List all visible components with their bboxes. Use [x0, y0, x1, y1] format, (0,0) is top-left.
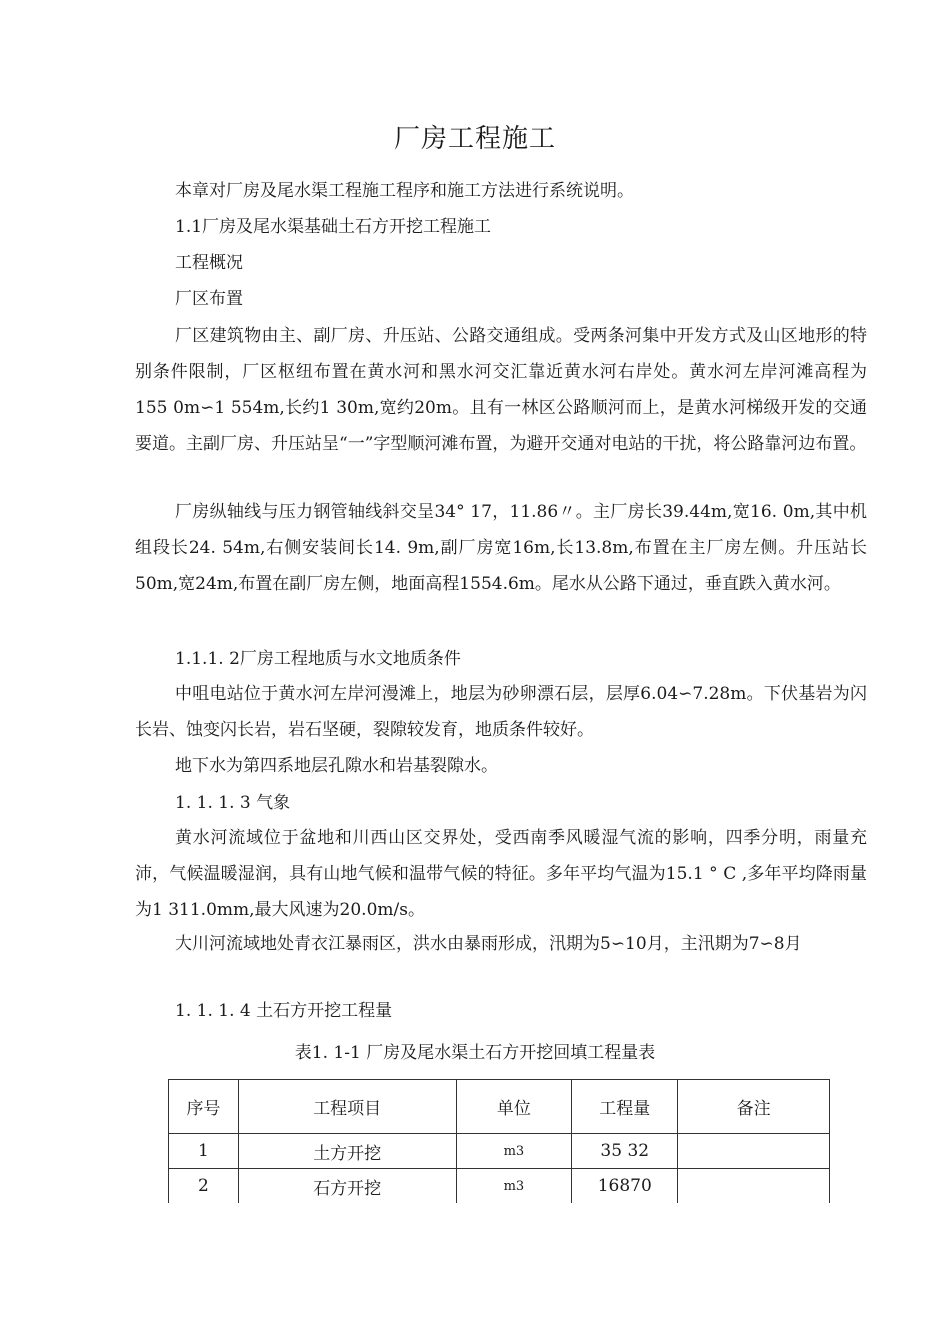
cell-no: 2 — [169, 1169, 239, 1204]
page-title: 厂房工程施工 — [393, 124, 556, 154]
subsection-heading: 工程概况 — [175, 253, 243, 273]
table-header-row — [169, 1080, 830, 1134]
cell-item: 石方开挖 — [238, 1169, 456, 1204]
cell-qty: 35 32 — [572, 1134, 678, 1169]
header-item: 工程项目 — [238, 1080, 456, 1134]
heading-geology: 1.1.1. 2厂房工程地质与水文地质条件 — [175, 649, 461, 669]
cell-note — [678, 1169, 830, 1204]
cell-note — [678, 1134, 830, 1169]
quantity-table — [168, 1079, 830, 1203]
heading-weather: 1. 1. 1. 3 气象 — [175, 793, 291, 813]
section-heading: 1.1厂房及尾水渠基础土石方开挖工程施工 — [175, 217, 492, 237]
header-unit: 单位 — [456, 1080, 572, 1134]
cell-item: 土方开挖 — [238, 1134, 456, 1169]
paragraph-geology: 中咀电站位于黄水河左岸河漫滩上，地层为砂卵漂石层，层厚6.04∽7.28m。下伏基岩为闪长岩、蚀变闪长岩，岩石坚硬，裂隙较发育，地质条件较好。 — [135, 684, 867, 740]
table-row — [169, 1134, 830, 1169]
subsection-heading-layout: 厂区布置 — [175, 289, 243, 309]
header-qty: 工程量 — [572, 1080, 678, 1134]
intro-line: 本章对厂房及尾水渠工程施工程序和施工方法进行系统说明。 — [175, 181, 634, 201]
paragraph-flood: 大川河流域地处青衣江暴雨区，洪水由暴雨形成，汛期为5∽10月，主汛期为7∽8月 — [175, 934, 802, 954]
cell-no: 1 — [169, 1134, 239, 1169]
header-note: 备注 — [678, 1080, 830, 1134]
cell-unit: m3 — [456, 1169, 572, 1204]
paragraph-layout: 厂区建筑物由主、副厂房、升压站、公路交通组成。受两条河集中开发方式及山区地形的特别条件限制，厂区枢纽布置在黄水河和黑水河交汇靠近黄水河右岸处。黄水河左岸河滩高程为 155 0m∽1 554m,长约1 30m,宽约20m。且有一林区公路顺河而上，是黄水河梯级开发的交通要道。主副厂房、升压站呈“一”字型顺河滩布置，为避开交通对电站的干扰，将公路靠河边布置。 — [135, 326, 867, 454]
header-no: 序号 — [169, 1080, 239, 1134]
cell-qty: 16870 — [572, 1169, 678, 1204]
paragraph-axis: 厂房纵轴线与压力钢管轴线斜交呈34° 17，11.86〃。主厂房长39.44m,宽16. 0m,其中机组段长24. 54m,右侧安装间长14. 9m,副厂房宽16m,长13.8m,布置在主厂房左侧。升压站长50m,宽24m,布置在副厂房左侧，地面高程1554.6m。尾水从公路下通过，垂直跌入黄水河。 — [135, 502, 867, 594]
cell-unit: m3 — [456, 1134, 572, 1169]
table-caption: 表1. 1-1 厂房及尾水渠土石方开挖回填工程量表 — [294, 1043, 656, 1063]
table-row — [169, 1169, 830, 1204]
heading-quantity: 1. 1. 1. 4 土石方开挖工程量 — [175, 1001, 393, 1021]
paragraph-groundwater: 地下水为第四系地层孔隙水和岩基裂隙水。 — [175, 756, 498, 776]
paragraph-climate: 黄水河流域位于盆地和川西山区交界处，受西南季风暖湿气流的影响，四季分明，雨量充沛，气候温暖湿润，具有山地气候和温带气候的特征。多年平均气温为15.1 ° C ,多年平均降雨量为1 311.0mm,最大风速为20.0m/s。 — [135, 828, 867, 920]
